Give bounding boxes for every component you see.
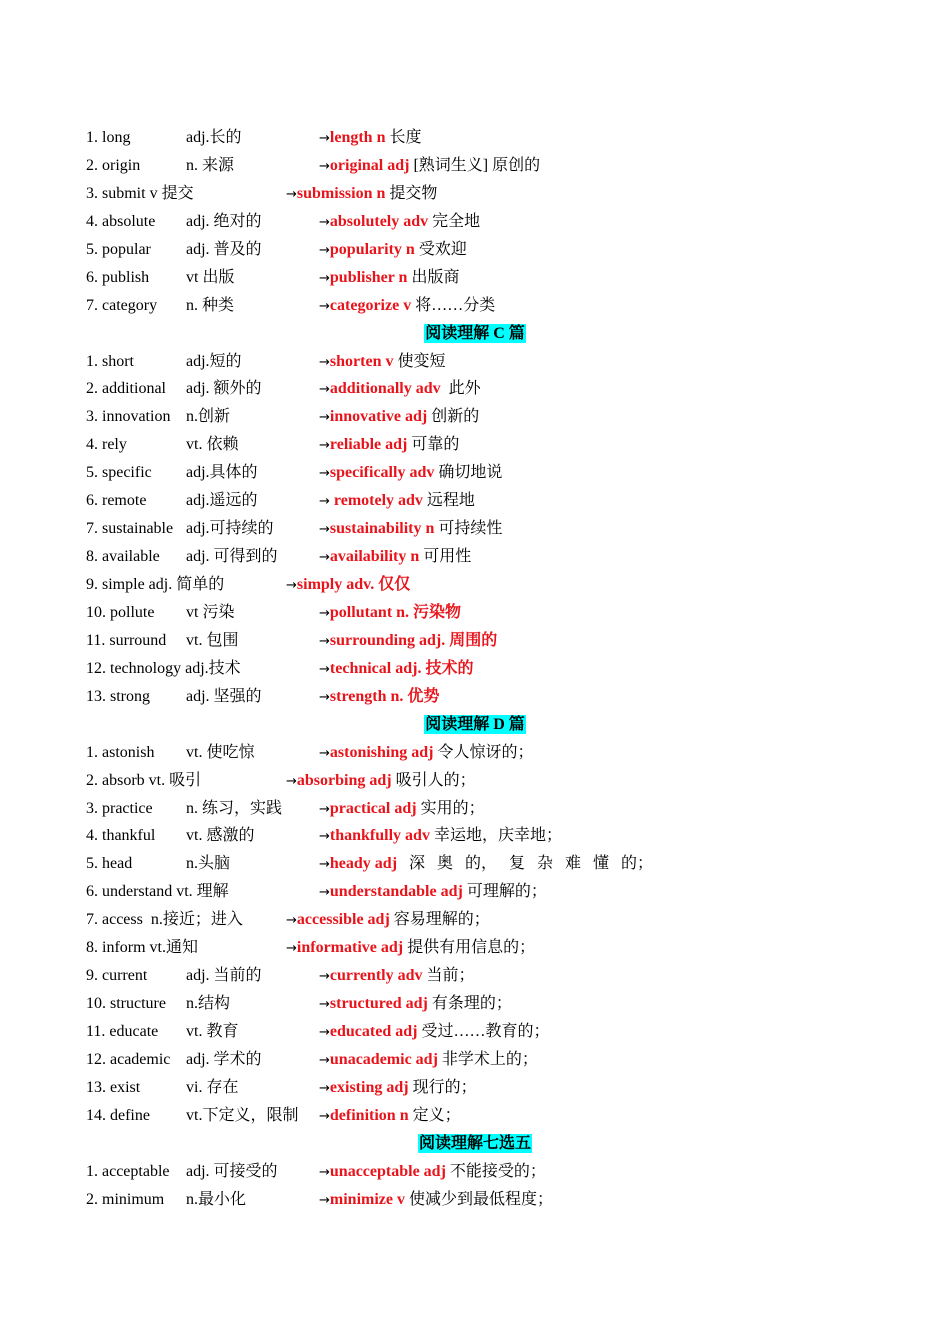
derived-form: additionally adv (329, 380, 441, 398)
base-word: 5. specific (86, 464, 152, 482)
derived-form: pollutant n. 污染物 (329, 603, 462, 621)
list-item (86, 822, 886, 850)
derived-meaning: 远程地 (422, 492, 475, 510)
part-of-speech: adj. 绝对的 (186, 212, 262, 230)
list-item (86, 683, 886, 711)
derived-word (319, 543, 471, 572)
base-word: 12. technology adj.技术 (86, 659, 241, 677)
derived-meaning: 此外 (440, 380, 481, 398)
derived-form: reliable adj (329, 436, 408, 454)
derived-word (319, 124, 422, 153)
base-word: 6. remote (86, 492, 147, 510)
arrow-icon: → (319, 745, 330, 761)
derived-form: existing adj (329, 1078, 409, 1096)
derived-word (286, 767, 476, 796)
derived-form: absolutely adv (329, 212, 429, 230)
arrow-icon: → (319, 438, 330, 454)
arrow-icon: → (319, 997, 330, 1013)
derived-form: specifically adv (329, 464, 435, 482)
derived-meaning: [熟词生义] 原创的 (409, 156, 541, 174)
arrow-icon: → (319, 1164, 330, 1180)
derived-meaning: 吸引人的； (391, 771, 476, 789)
part-of-speech: vt.下定义，限制 (186, 1106, 299, 1124)
derived-word (319, 1158, 546, 1187)
section-heading-c (86, 320, 864, 348)
part-of-speech: vt. 包围 (186, 631, 239, 649)
base-word: 7. category (86, 296, 158, 314)
derived-meaning: 容易理解的； (389, 911, 490, 929)
list-item (86, 459, 886, 487)
derived-word (319, 1046, 538, 1075)
derived-word (319, 152, 540, 181)
derived-word (319, 1186, 553, 1215)
derived-form: strength n. 优势 (329, 687, 440, 705)
base-word: 3. submit v 提交 (86, 184, 194, 202)
part-of-speech: n.最小化 (186, 1190, 247, 1208)
base-word: 6. understand vt. 理解 (86, 883, 229, 901)
derived-form: structured adj (329, 995, 428, 1013)
arrow-icon: → (319, 801, 330, 817)
part-of-speech: n. 来源 (186, 156, 235, 174)
base-word: 12. academic (86, 1050, 171, 1068)
part-of-speech: n.头脑 (186, 855, 231, 873)
base-word: 2. absorb vt. 吸引 (86, 771, 202, 789)
derived-form: categorize v (329, 296, 412, 314)
list-item (86, 1102, 886, 1130)
arrow-icon: → (319, 550, 330, 566)
base-word: 2. additional (86, 380, 166, 398)
derived-form: publisher n (329, 268, 408, 286)
derived-form: surrounding adj. 周围的 (329, 631, 498, 649)
list-item (86, 124, 886, 152)
derived-meaning: 非学术上的； (437, 1050, 538, 1068)
base-word: 4. rely (86, 436, 127, 454)
part-of-speech: n.创新 (186, 408, 231, 426)
list-item (86, 599, 886, 627)
arrow-icon: → (319, 131, 330, 146)
list-item (86, 1158, 886, 1186)
part-of-speech: vt. 使吃惊 (186, 743, 255, 761)
derived-meaning: 受过……教育的； (417, 1023, 550, 1040)
part-of-speech: adj. 普及的 (186, 240, 262, 258)
derived-meaning: 使减少到最低程度； (405, 1190, 554, 1208)
list-item (86, 850, 886, 878)
base-word: 7. access n.接近；进入 (86, 911, 243, 929)
part-of-speech: adj.短的 (186, 352, 242, 370)
derived-word (319, 515, 502, 544)
derived-word (319, 739, 534, 768)
list-item (86, 515, 886, 543)
derived-meaning: 可用性 (419, 548, 472, 566)
base-word: 5. head (86, 855, 133, 873)
arrow-icon: → (319, 969, 330, 985)
derived-form: heady adj (329, 855, 398, 873)
derived-word (319, 962, 475, 991)
base-word: 1. long (86, 129, 131, 146)
derived-meaning: 有条理的； (427, 995, 512, 1013)
derived-form: definition n (329, 1106, 409, 1124)
part-of-speech: vt 污染 (186, 603, 235, 621)
derived-meaning: 实用的； (416, 799, 485, 817)
derived-word (319, 236, 467, 265)
arrow-icon: → (319, 857, 330, 873)
derived-form: original adj (329, 156, 410, 174)
list-item (86, 990, 886, 1018)
arrow-icon: → (319, 382, 330, 398)
arrow-icon: → (319, 522, 330, 538)
arrow-icon: → (319, 829, 330, 845)
derived-meaning: 确切地说 (434, 464, 503, 482)
base-word: 14. define (86, 1106, 150, 1124)
derived-word (319, 403, 479, 432)
derived-word (319, 990, 512, 1019)
list-item (86, 375, 886, 403)
derived-word (286, 180, 437, 209)
base-word: 13. exist (86, 1078, 141, 1096)
derived-meaning: 可理解的； (462, 883, 547, 901)
derived-word (286, 571, 410, 600)
arrow-icon: → (286, 773, 297, 789)
list-item (86, 627, 886, 655)
section-heading-label: 阅读理解七选五 (418, 1134, 531, 1152)
part-of-speech: adj. 学术的 (186, 1050, 262, 1068)
derived-word (319, 431, 459, 460)
arrow-icon: → (319, 1080, 330, 1096)
part-of-speech: adj.遥远的 (186, 492, 258, 510)
derived-word (319, 627, 497, 656)
derived-meaning: 提供有用信息的； (403, 939, 536, 957)
part-of-speech: vt 出版 (186, 268, 235, 286)
section-heading-label: 阅读理解 C 篇 (425, 324, 525, 342)
list-item (86, 208, 886, 236)
base-word: 7. sustainable (86, 520, 174, 538)
arrow-icon: → (319, 689, 330, 705)
derived-form: length n (329, 129, 386, 146)
derived-word (319, 878, 547, 907)
base-word: 11. educate (86, 1023, 159, 1040)
derived-form: submission n (296, 184, 386, 202)
derived-form: availability n (329, 548, 420, 566)
derived-form: informative adj (296, 939, 404, 957)
derived-word (319, 292, 495, 321)
derived-meaning: 可持续性 (434, 520, 503, 538)
derived-word (286, 906, 490, 935)
derived-meaning: 当前； (422, 967, 475, 985)
section-heading-seven-choose-five (86, 1130, 864, 1158)
base-word: 1. astonish (86, 743, 155, 761)
part-of-speech: adj. 额外的 (186, 380, 262, 398)
list-item (86, 767, 886, 795)
arrow-icon: → (286, 941, 297, 957)
derived-form: remotely adv (329, 492, 423, 510)
derived-meaning: 定义； (408, 1106, 461, 1124)
base-word: 6. publish (86, 268, 150, 286)
base-word: 3. practice (86, 799, 153, 817)
derived-meaning: 出版商 (407, 268, 460, 286)
list-item (86, 236, 886, 264)
part-of-speech: n. 练习，实践 (186, 799, 283, 817)
derived-form: minimize v (329, 1190, 405, 1208)
derived-meaning: 提交物 (385, 184, 438, 202)
derived-meaning: 可靠的 (407, 436, 460, 454)
derived-word (319, 208, 480, 237)
list-item (86, 906, 886, 934)
derived-form: currently adv (329, 967, 423, 985)
derived-word (319, 599, 461, 628)
arrow-icon: → (319, 214, 330, 230)
base-word: 3. innovation (86, 408, 171, 426)
list-item (86, 543, 886, 571)
base-word: 13. strong (86, 687, 150, 705)
list-item (86, 431, 886, 459)
part-of-speech: vt. 教育 (186, 1023, 239, 1040)
list-item (86, 348, 886, 376)
arrow-icon: → (319, 885, 330, 901)
base-word: 2. origin (86, 156, 141, 174)
derived-word (319, 1074, 477, 1103)
derived-form: thankfully adv (329, 827, 430, 845)
part-of-speech: adj.长的 (186, 129, 242, 146)
derived-meaning: 现行的； (408, 1078, 477, 1096)
list-item (86, 739, 886, 767)
derived-meaning: 令人惊讶的； (433, 743, 534, 761)
arrow-icon: → (319, 158, 330, 174)
derived-meaning: 受欢迎 (414, 240, 467, 258)
list-item (86, 795, 886, 823)
derived-form: absorbing adj (296, 771, 392, 789)
list-item (86, 1046, 886, 1074)
part-of-speech: n.结构 (186, 995, 231, 1013)
list-item (86, 1074, 886, 1102)
part-of-speech: vt. 感激的 (186, 827, 255, 845)
part-of-speech: adj. 可接受的 (186, 1162, 278, 1180)
derived-word (319, 264, 459, 293)
base-word: 9. simple adj. 简单的 (86, 576, 225, 593)
arrow-icon: → (319, 633, 330, 649)
base-word: 4. thankful (86, 827, 156, 845)
base-word: 1. acceptable (86, 1162, 170, 1180)
derived-form: shorten v (329, 352, 394, 370)
base-word: 4. absolute (86, 212, 156, 230)
derived-form: technical adj. 技术的 (329, 659, 474, 677)
list-item (86, 934, 886, 962)
derived-word (319, 1018, 549, 1047)
arrow-icon: → (319, 1108, 330, 1124)
derived-form: sustainability n (329, 520, 435, 538)
arrow-icon: → (319, 466, 330, 482)
derived-form: simply adv. 仅仅 (296, 576, 411, 593)
part-of-speech: adj.具体的 (186, 464, 258, 482)
arrow-icon: → (319, 1025, 330, 1040)
part-of-speech: adj.可持续的 (186, 520, 274, 538)
derived-word (319, 348, 445, 377)
list-item (86, 655, 886, 683)
derived-form: unacceptable adj (329, 1162, 446, 1180)
derived-meaning: 创新的 (427, 408, 480, 426)
derived-word (319, 683, 439, 712)
arrow-icon: → (319, 270, 330, 286)
base-word: 10. structure (86, 995, 166, 1013)
part-of-speech: n. 种类 (186, 296, 235, 314)
derived-word (286, 934, 535, 963)
arrow-icon: → (319, 1192, 330, 1208)
derived-word (319, 459, 502, 488)
list-item (86, 264, 886, 292)
arrow-icon: → (286, 578, 297, 593)
list-item (86, 292, 886, 320)
derived-meaning: 深 奥 的， 复 杂 难 懂 的； (397, 855, 654, 873)
derived-form: understandable adj (329, 883, 463, 901)
arrow-icon: → (319, 494, 330, 510)
derived-form: innovative adj (329, 408, 428, 426)
derived-word (319, 1102, 461, 1131)
base-word: 2. minimum (86, 1190, 165, 1208)
list-item (86, 180, 886, 208)
derived-word (319, 850, 653, 879)
derived-word (319, 655, 473, 684)
derived-form: practical adj (329, 799, 417, 817)
list-item (86, 152, 886, 180)
derived-meaning: 不能接受的； (445, 1162, 546, 1180)
base-word: 8. inform vt.通知 (86, 939, 198, 957)
base-word: 8. available (86, 548, 160, 566)
list-item (86, 878, 886, 906)
derived-meaning: 完全地 (428, 212, 481, 230)
arrow-icon: → (319, 661, 330, 677)
list-item (86, 487, 886, 515)
arrow-icon: → (319, 605, 330, 621)
part-of-speech: vi. 存在 (186, 1078, 239, 1096)
derived-word (319, 795, 485, 824)
base-word: 11. surround (86, 631, 167, 649)
derived-form: accessible adj (296, 911, 390, 929)
part-of-speech: vt. 依赖 (186, 436, 239, 454)
list-item (86, 962, 886, 990)
base-word: 1. short (86, 352, 134, 370)
arrow-icon: → (319, 354, 330, 370)
derived-word (319, 487, 475, 516)
section-heading-d (86, 711, 864, 739)
derived-form: popularity n (329, 240, 415, 258)
section-heading-label: 阅读理解 D 篇 (425, 715, 525, 733)
arrow-icon: → (319, 1052, 330, 1068)
derived-form: educated adj (329, 1023, 418, 1040)
base-word: 10. pollute (86, 603, 155, 621)
part-of-speech: adj. 坚强的 (186, 687, 262, 705)
derived-meaning: 幸运地，庆幸地； (429, 827, 562, 845)
arrow-icon: → (319, 298, 330, 314)
list-item (86, 1018, 886, 1046)
arrow-icon: → (319, 410, 330, 426)
derived-word (319, 822, 562, 851)
arrow-icon: → (319, 242, 330, 258)
list-item (86, 403, 886, 431)
arrow-icon: → (286, 913, 297, 929)
base-word: 5. popular (86, 240, 151, 258)
list-item (86, 1186, 886, 1214)
derived-form: astonishing adj (329, 743, 434, 761)
derived-meaning: 使变短 (393, 352, 446, 370)
part-of-speech: adj. 当前的 (186, 967, 262, 985)
vocabulary-list (86, 124, 886, 1214)
part-of-speech: adj. 可得到的 (186, 548, 278, 566)
derived-word (319, 375, 481, 404)
derived-meaning: 长度 (385, 129, 422, 146)
arrow-icon: → (286, 186, 297, 202)
list-item (86, 571, 886, 599)
derived-form: unacademic adj (329, 1050, 438, 1068)
base-word: 9. current (86, 967, 148, 985)
derived-meaning: 将……分类 (411, 296, 496, 314)
